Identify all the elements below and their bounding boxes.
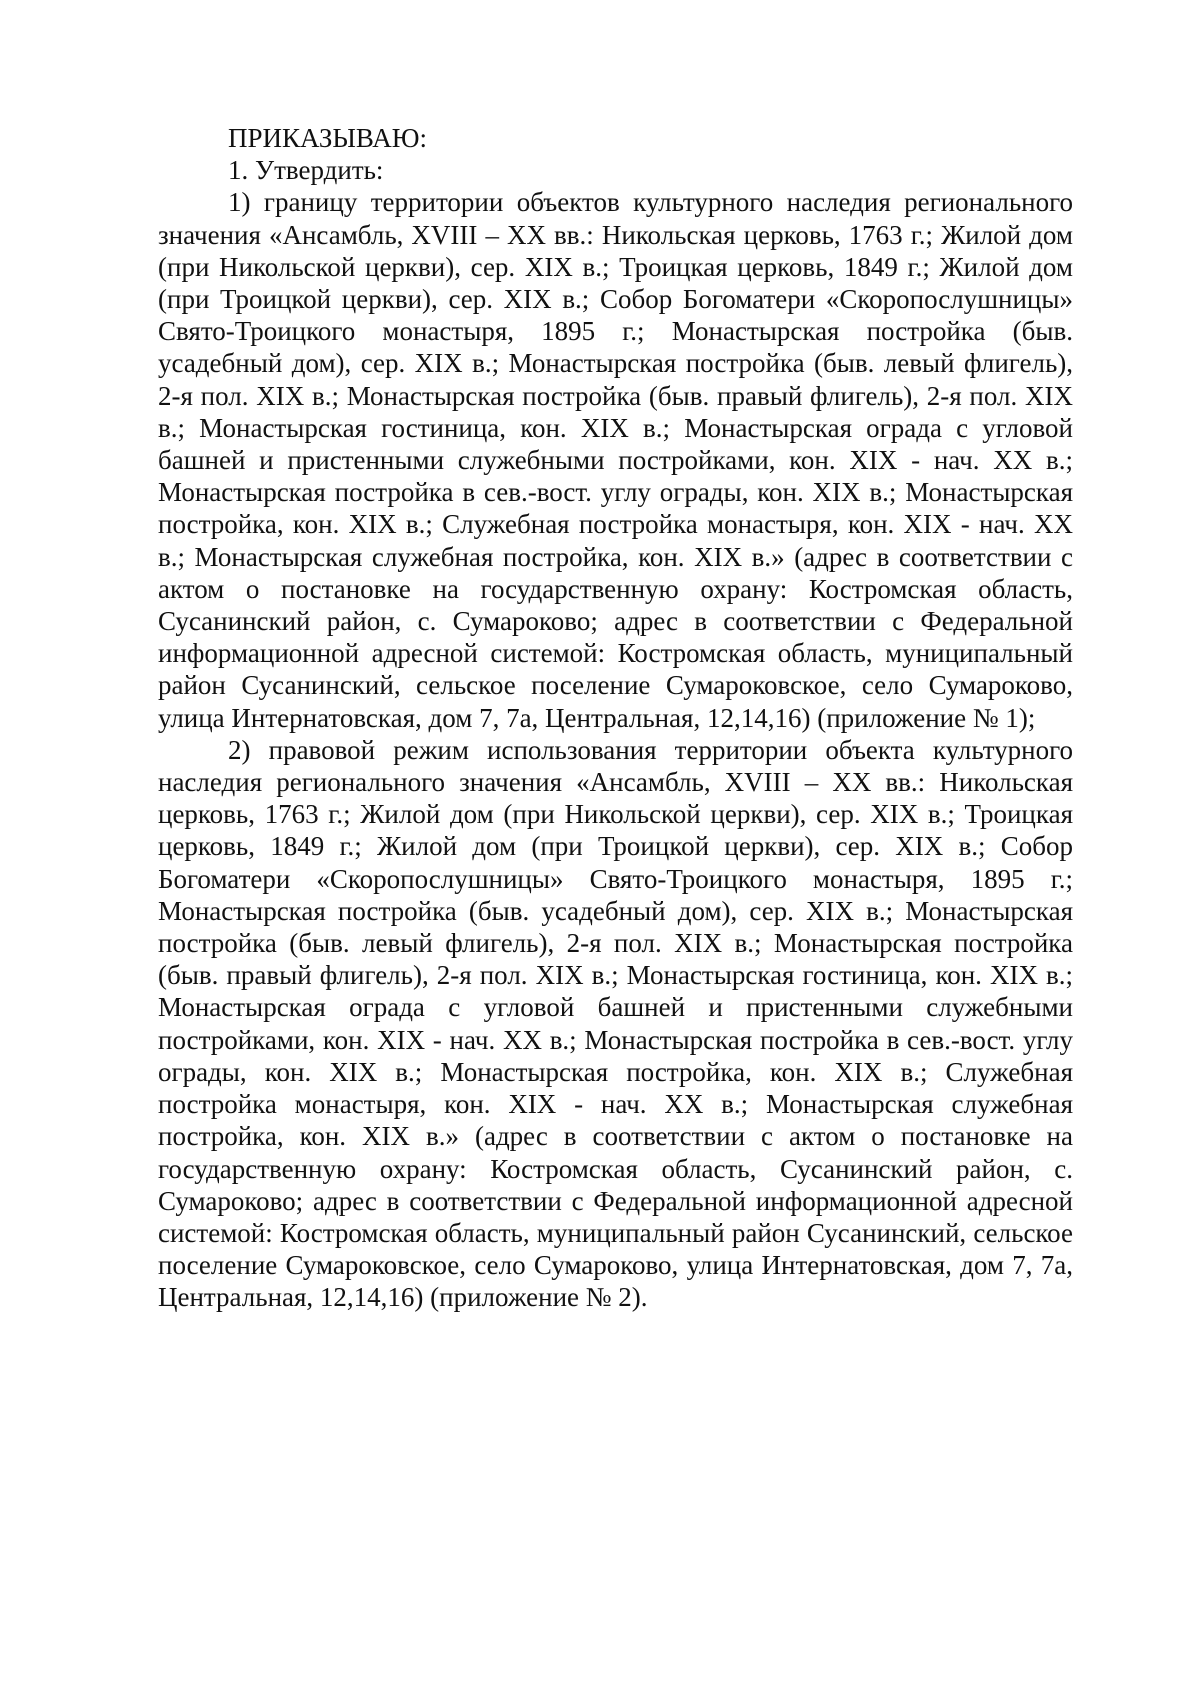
order-heading: ПРИКАЗЫВАЮ:	[228, 123, 427, 153]
document-page	[158, 122, 1073, 1314]
paragraph-legal-regime: 2) правовой режим использования территории объекта культурного наследия регионального значения «Ансамбль, XVIII – XX вв.: Никольская церковь, 1763 г.; Жилой дом (при Никольской церкви), сер. XIX в.; Троицкая церковь, 1849 г.; Жилой дом (при Троицкой церкви), сер. XIX в.; Собор Богоматери «Скоропослушницы» Свято-Троицкого монастыря, 1895 г.; Монастырская постройка (быв. усадебный дом), сер. XIX в.; Монастырская постройка (быв. левый флигель), 2-я пол. XIX в.; Монастырская постройка (быв. правый флигель), 2-я пол. XIX в.; Монастырская гостиница, кон. XIX в.; Монастырская ограда с угловой башней и пристенными служебными постройками, кон. XIX - нач. XX в.; Монастырская постройка в сев.-вост. углу ограды, кон. XIX в.; Монастырская постройка, кон. XIX в.; Служебная постройка монастыря, кон. XIX - нач. XX в.; Монастырская служебная постройка, кон. XIX в.» (адрес в соответствии с актом о постановке на государственную охрану: Костромская область, Сусанинский район, с. Сумароково; адрес в соответствии с Федеральной информационной адресной системой: Костромская область, муниципальный район Сусанинский, сельское поселение Сумароковское, село Сумароково, улица Интернатовская, дом 7, 7а, Центральная, 12,14,16) (приложение № 2).	[158, 734, 1073, 1313]
item-1-approve: 1. Утвердить:	[228, 155, 384, 186]
paragraph-territory-boundary: 1) границу территории объектов культурного наследия регионального значения «Ансамбль, XVIII – XX вв.: Никольская церковь, 1763 г.; Жилой дом (при Никольской церкви), сер. XIX в.; Троицкая церковь, 1849 г.; Жилой дом (при Троицкой церкви), сер. XIX в.; Собор Богоматери «Скоропослушницы» Свято-Троицкого монастыря, 1895 г.; Монастырская постройка (быв. усадебный дом), сер. XIX в.; Монастырская постройка (быв. левый флигель), 2-я пол. XIX в.; Монастырская постройка (быв. правый флигель), 2-я пол. XIX в.; Монастырская гостиница, кон. XIX в.; Монастырская ограда с угловой башней и пристенными служебными постройками, кон. XIX - нач. XX в.; Монастырская постройка в сев.-вост. углу ограды, кон. XIX в.; Монастырская постройка, кон. XIX в.; Служебная постройка монастыря, кон. XIX - нач. XX в.; Монастырская служебная постройка, кон. XIX в.» (адрес в соответствии с актом о постановке на государственную охрану: Костромская область, Сусанинский район, с. Сумароково; адрес в соответствии с Федеральной информационной адресной системой: Костромская область, муниципальный район Сусанинский, сельское поселение Сумароковское, село Сумароково, улица Интернатовская, дом 7, 7а, Центральная, 12,14,16) (приложение № 1);	[158, 187, 1073, 733]
